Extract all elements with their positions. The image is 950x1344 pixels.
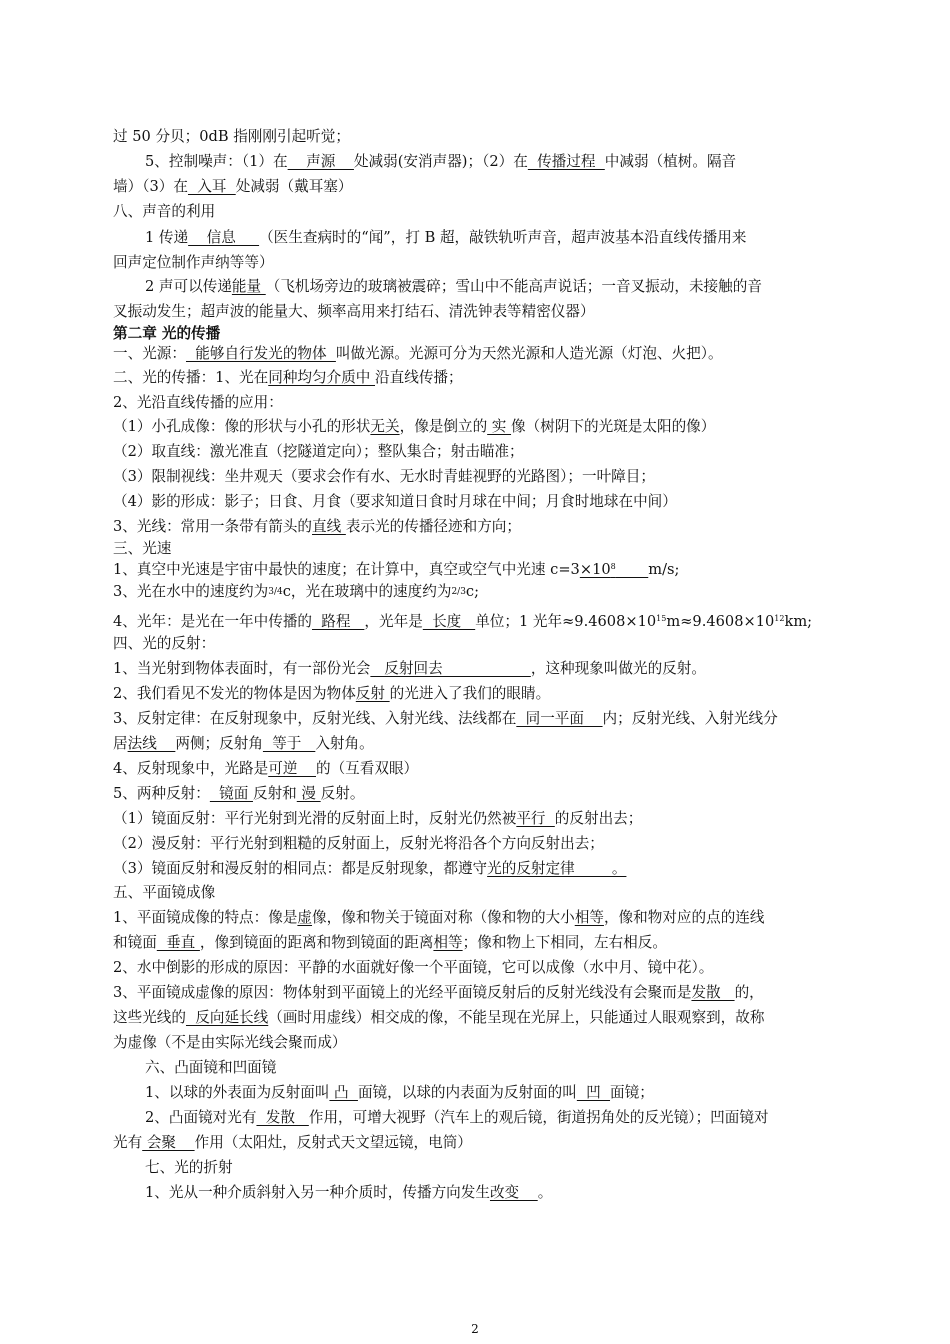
fill-blank: 声源: [287, 153, 354, 170]
text-line-40: 1、以球的外表面为反射面叫 凸 面镜，以球的内表面为反射面的叫 凹 面镜；: [145, 1084, 654, 1101]
text-line-10: 一、光源： 能够自行发光的物体 叫做光源。光源可分为天然光源和人造光源（灯泡、火把）。: [113, 345, 723, 362]
fill-blank: 可逆: [268, 760, 316, 777]
text-line-25: 3、反射定律：在反射现象中，反射光线、入射光线、法线都在 同一平面 内；反射光线、入射光线分: [113, 710, 778, 727]
text-line-24: 2、我们看见不发光的物体是因为物体反射 的光进入了我们的眼睛。: [113, 685, 551, 702]
fill-blank: 能够自行发光的物体: [185, 345, 336, 362]
fill-blank: 能量: [231, 278, 266, 295]
fill-blank: 长度: [422, 613, 476, 630]
fill-blank: 同一平面: [516, 710, 603, 727]
text-line-31: （3）镜面反射和漫反射的相同点：都是反射现象，都遵守光的反射定律 。: [113, 860, 627, 877]
text-line-27: 4、反射现象中，光路是可逆 的（互看双眼）: [113, 760, 419, 777]
text-line-29: （1）镜面反射：平行光射到光滑的反射面上时，反射光仍然被平行 的反射出去；: [113, 810, 643, 827]
chapter-title: 第二章 光的传播: [113, 325, 221, 342]
fill-blank: 信息: [188, 229, 260, 246]
text-line-33: 1、平面镜成像的特点：像是虚像，像和物关于镜面对称（像和物的大小相等，像和物对应的点的连线: [113, 909, 765, 926]
section-heading: 三、光速: [113, 540, 172, 557]
fraction: 2/3: [451, 587, 466, 597]
text-line-11: 二、光的传播：1、光在同种均匀介质中 沿直线传播；: [113, 369, 463, 386]
fill-blank: 反射回去: [370, 660, 531, 677]
fraction: 3/4: [268, 587, 283, 597]
text-line-38: 为虚像（不是由实际光线会聚而成）: [113, 1034, 347, 1051]
text-line-13: （1）小孔成像：像的形状与小孔的形状无关，像是倒立的 实 像（树阴下的光斑是太阳的像）: [113, 418, 716, 435]
fill-blank: 实: [487, 418, 512, 435]
fill-blank: 发散: [256, 1109, 309, 1126]
fill-blank: 等于: [262, 735, 316, 752]
text-line-34: 和镜面 垂直 ，像到镜面的距离和物到镜面的距离相等；像和物上下相同，左右相反。: [113, 934, 667, 951]
fill-blank: 光的反射定律 。: [487, 860, 627, 877]
text-line-42: 光有 会聚 作用（太阳灶，反射式天文望远镜，电筒）: [113, 1134, 472, 1151]
text-line-5: 1 传递 信息 （医生查病时的“闻”，打 B 超，敲铁轨听声音，超声波基本沿直线传播用来: [145, 229, 747, 246]
fill-blank: 入耳: [187, 178, 236, 195]
fill-blank: 虚: [297, 909, 313, 926]
fill-blank: 漫: [296, 785, 321, 802]
text-line-17: 3、光线：常用一条带有箭头的直线 表示光的传播径迹和方向；: [113, 518, 521, 535]
text-line-26: 居法线 两侧；反射角 等于 入射角。: [113, 735, 374, 752]
fill-blank: 相等: [574, 909, 604, 926]
text-line-1: 过 50 分贝；0dB 指刚刚引起听觉；: [113, 128, 350, 145]
text-line-44: 1、光从一种介质斜射入另一种介质时，传播方向发生改变 。: [145, 1184, 553, 1201]
text-line-19: 1、真空中光速是宇宙中最快的速度；在计算中，真空或空气中光速 $c=3\times 10^8$ m/s;: [113, 561, 680, 578]
fill-blank: 凸: [329, 1084, 358, 1101]
fill-blank: 反向延长线: [185, 1009, 269, 1026]
text-line-14: （2）取直线：激光准直（挖隧道定向）；整队集合；射击瞄准；: [113, 443, 524, 460]
fill-blank: 相等: [433, 934, 463, 951]
text-line-35: 2、水中倒影的形成的原因：平静的水面就好像一个平面镜，它可以成像（水中月、镜中花）。: [113, 959, 714, 976]
text-line-30: （2）漫反射：平行光射到粗糙的反射面上，反射光将沿各个方向反射出去；: [113, 835, 604, 852]
section-heading: 五、平面镜成像: [113, 884, 216, 901]
fill-blank: 镜面: [209, 785, 253, 802]
text-line-28: 5、两种反射： 镜面 反射和 漫 反射。: [113, 785, 365, 802]
fill-blank: 直线: [312, 518, 346, 535]
fill-blank: 平行: [516, 810, 555, 827]
text-line-20: 3、光在水中的速度约为3/4c，光在玻璃中的速度约为2/3c;: [113, 583, 480, 600]
page-number: 2: [471, 1322, 479, 1336]
text-line-36: 3、平面镜成虚像的原因：物体射到平面镜上的光经平面镜反射后的反射光线没有会聚而是发散 的，: [113, 984, 764, 1001]
text-line-41: 2、凸面镜对光有 发散 作用，可增大视野（汽车上的观后镜，街道拐角处的反光镜）；凹面镜对: [145, 1109, 769, 1126]
fill-blank: 无关: [370, 418, 400, 435]
text-line-37: 这些光线的 反向延长线（画时用虚线）相交成的像，不能呈现在光屏上，只能通过人眼观察到，故称: [113, 1009, 765, 1026]
fill-blank: 垂直: [156, 934, 200, 951]
text-line-16: （4）影的形成：影子；日食、月食（要求知道日食时月球在中间；月食时地球在中间）: [113, 493, 677, 510]
section-heading: 六、凸面镜和凹面镜: [145, 1059, 277, 1076]
section-heading: 八、声音的利用: [113, 203, 216, 220]
text-line-8: 叉振动发生；超声波的能量大、频率高用来打结石、清洗钟表等精密仪器）: [113, 303, 595, 320]
fill-blank: 发散: [691, 984, 735, 1001]
fill-blank: $\times 10^8$: [579, 561, 616, 578]
fill-blank: 会聚: [142, 1134, 195, 1151]
text-line-15: （3）限制视线：坐井观天（要求会作有水、无水时青蛙视野的光路图）；一叶障目；: [113, 468, 655, 485]
fill-blank: 法线: [127, 735, 176, 752]
fill-blank: 传播过程: [527, 153, 605, 170]
fill-blank: 改变: [489, 1184, 538, 1201]
section-heading: 四、光的反射：: [113, 635, 216, 652]
text-line-12: 2、光沿直线传播的应用：: [113, 394, 283, 411]
text-line-7: 2 声可以传递能量 （飞机场旁边的玻璃被震碎；雪山中不能高声说话；一音叉振动，未接触的音: [145, 278, 762, 295]
text-line-23: 1、当光射到物体表面时，有一部份光会 反射回去 ，这种现象叫做光的反射。: [113, 660, 706, 677]
text-line-3: 墙）（3）在 入耳 处减弱（戴耳塞）: [113, 178, 353, 195]
fill-blank: 反射: [355, 685, 390, 702]
section-heading: 七、光的折射: [145, 1159, 233, 1176]
text-line-2: 5、控制噪声：（1）在 声源 处减弱(安消声器)；（2）在 传播过程 中减弱（植树。隔音: [145, 153, 737, 170]
fill-blank: 凹: [576, 1084, 611, 1101]
fill-blank: 同种均匀介质中: [268, 369, 376, 386]
text-line-21: 4、光年：是光在一年中传播的 路程 ，光年是 长度 单位；1 光年$\approx 9.4608\times 10^{15}m\approx 9.4608\times 10^{12}km$;: [113, 613, 813, 630]
text-line-6: 回声定位制作声纳等等）: [113, 254, 274, 271]
fill-blank: 路程: [312, 613, 365, 630]
